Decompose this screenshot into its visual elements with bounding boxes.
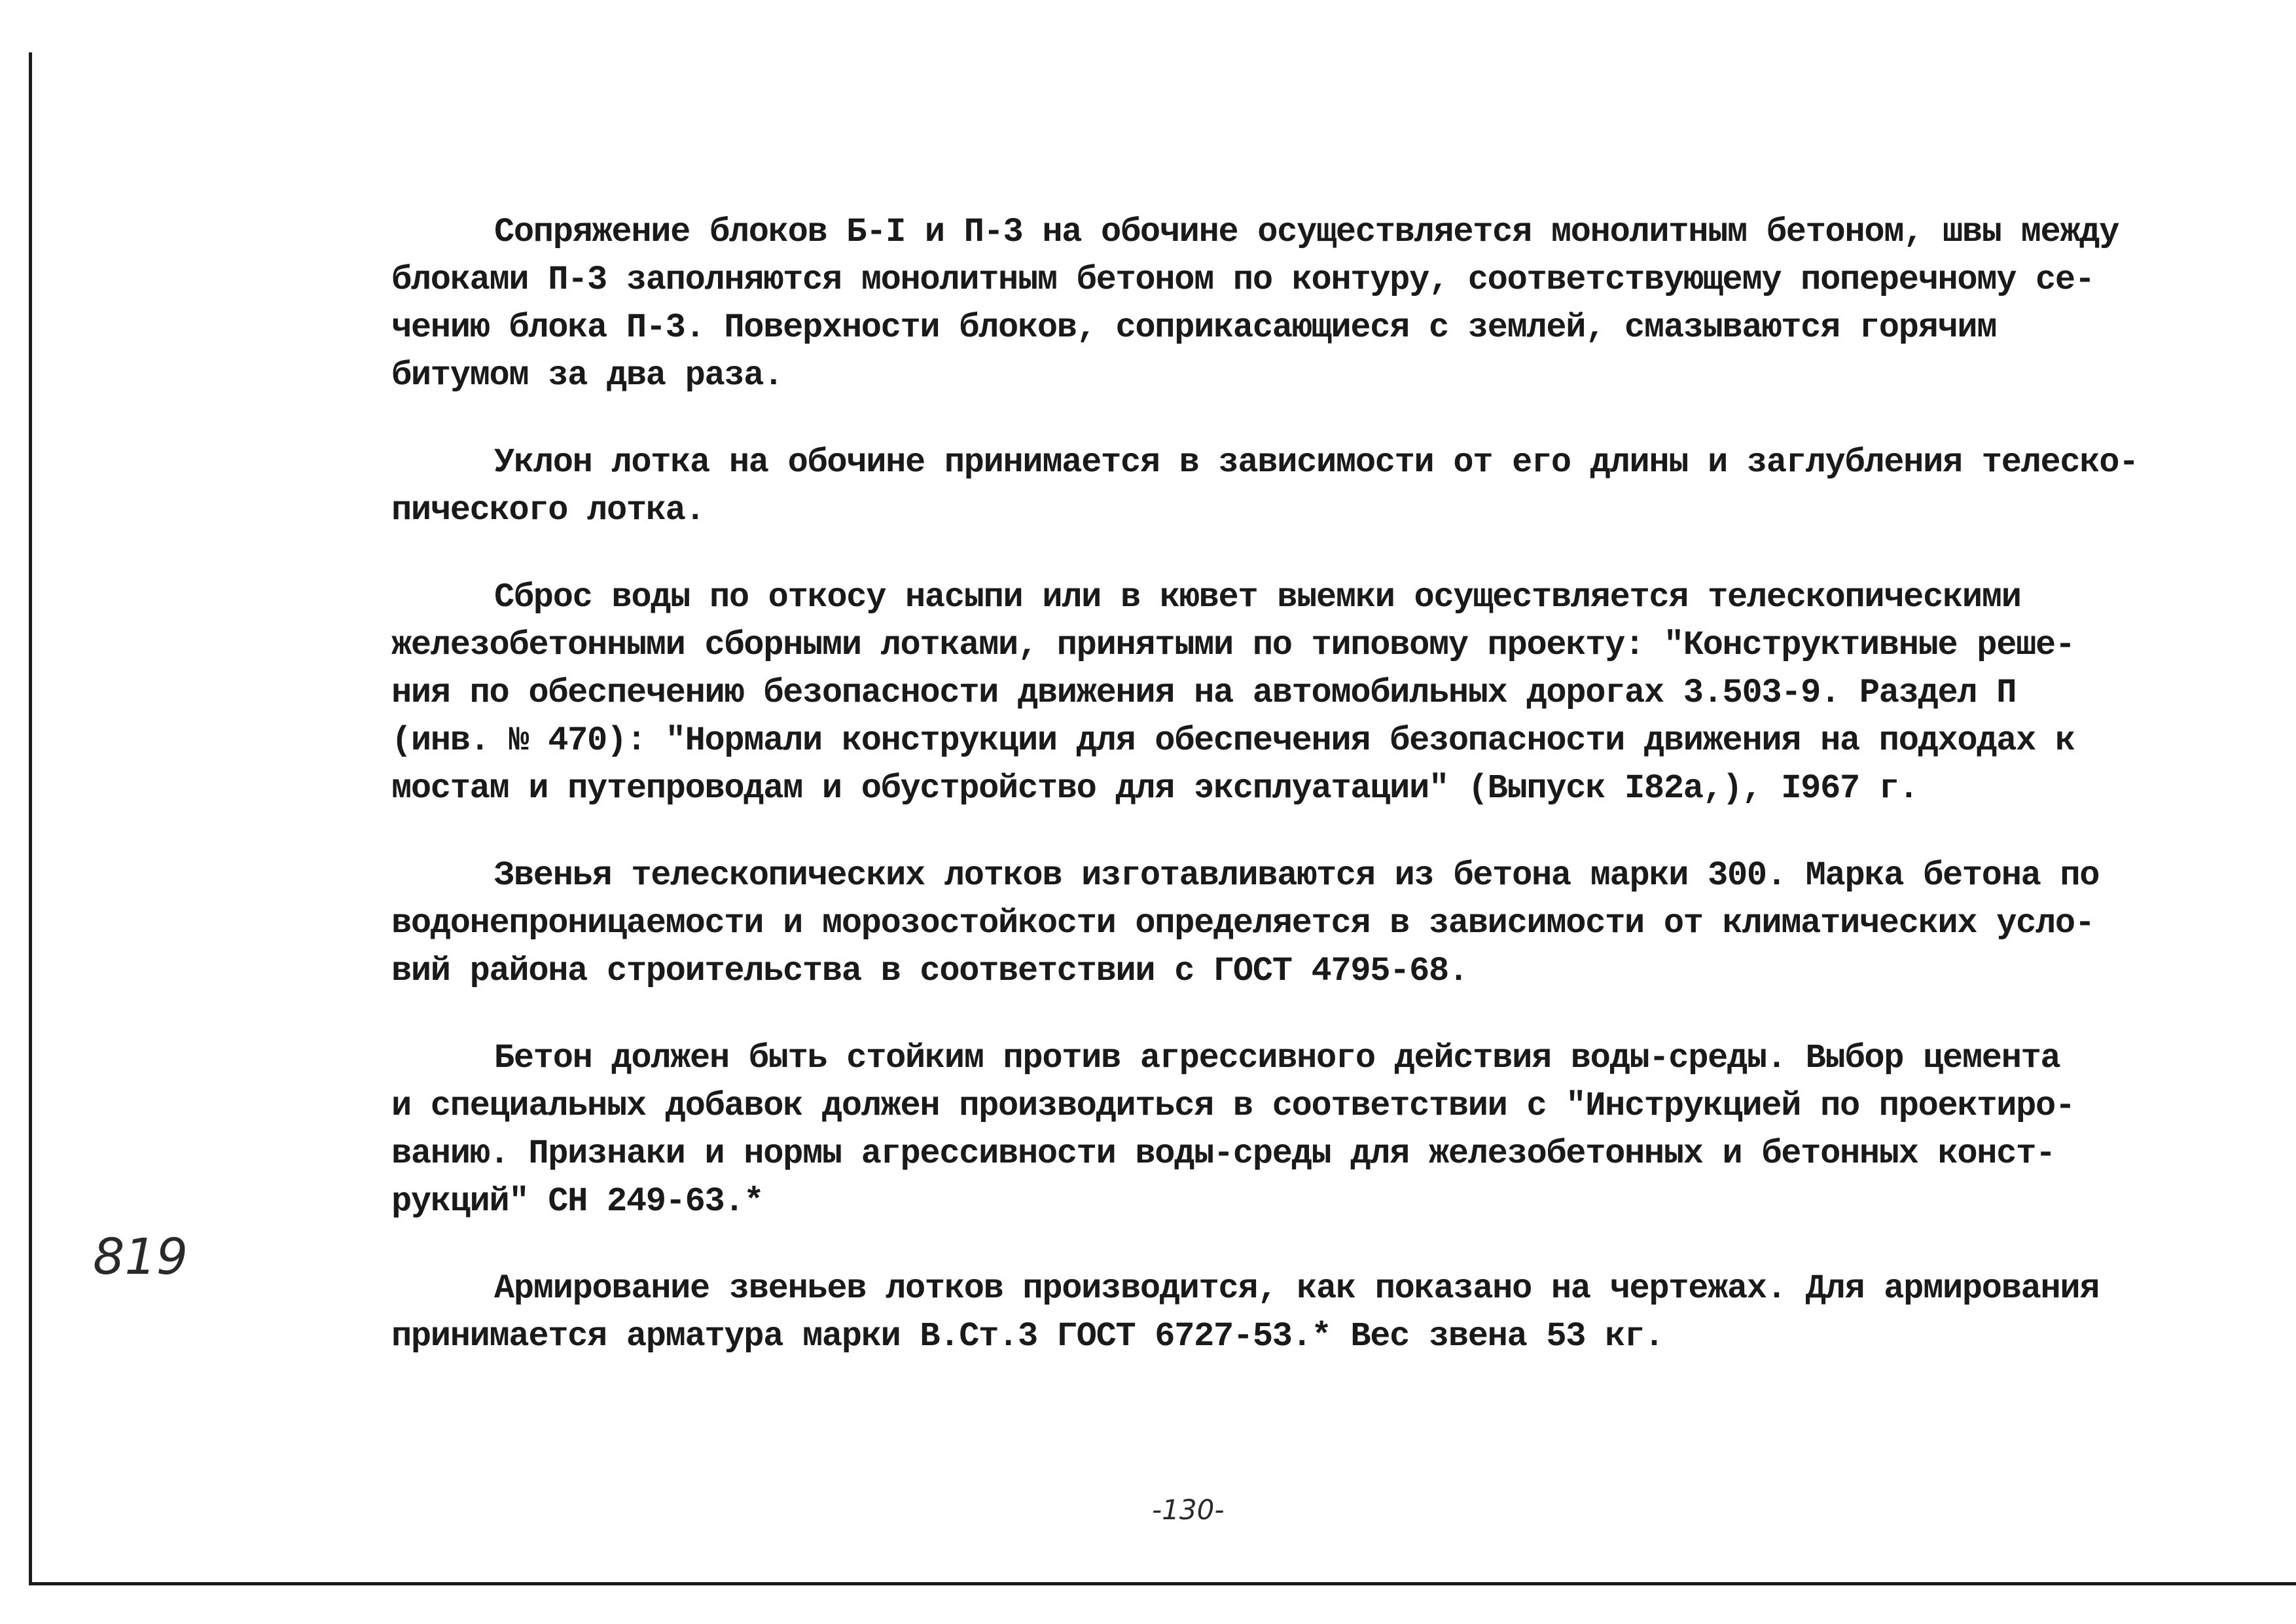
text-line: (инв. № 470): "Нормали конструкции для обеспечения безопасности движения на подходах к [391, 721, 2075, 760]
text-line: железобетонными сборными лотками, принятыми по типовому проекту: "Конструктивные реше- [391, 626, 2075, 664]
document-body [391, 208, 2224, 1399]
text-line: Сброс воды по откосу насыпи или в кювет выемки осуществляется телескопическими [494, 578, 2021, 617]
text-line: принимается арматура марки В.Ст.3 ГОСТ 6727-53.* Вес звена 53 кг. [391, 1317, 1664, 1356]
text-line: и специальных добавок должен производиться в соответствии с "Инструкцией по проектиро- [391, 1087, 2075, 1125]
sheet-number: 819 [93, 1227, 188, 1286]
page-number: -130- [1152, 1494, 1225, 1526]
paragraph-aggressive-media [391, 1034, 2224, 1225]
text-line: водонепроницаемости и морозостойкости определяется в зависимости от климатических усло- [391, 904, 2094, 943]
text-line: Бетон должен быть стойким против агрессивного действия воды-среды. Выбор цемента [494, 1039, 2060, 1077]
text-line: вий района строительства в соответствии с ГОСТ 4795-68. [391, 952, 1468, 990]
paragraph-junction [391, 208, 2224, 399]
text-line: ния по обеспечению безопасности движения на автомобильных дорогах 3.503-9. Раздел П [391, 674, 2017, 712]
text-line: блоками П-3 заполняются монолитным бетоном по контуру, соответствующему поперечному се- [391, 261, 2094, 299]
text-line: Сопряжение блоков Б-I и П-3 на обочине осуществляется монолитным бетоном, швы между [494, 213, 2119, 251]
text-line: мостам и путепроводам и обустройство для эксплуатации" (Выпуск I82а,), I967 г. [391, 769, 1918, 808]
paragraph-slope [391, 439, 2224, 534]
text-line: пического лотка. [391, 491, 705, 530]
text-line: битумом за два раза. [391, 356, 783, 395]
paragraph-water-discharge [391, 573, 2224, 812]
text-line: рукций" СН 249-63.* [391, 1182, 764, 1221]
page-frame-left [29, 52, 32, 1584]
text-line: Звенья телескопических лотков изготавливаются из бетона марки 300. Марка бетона по [494, 856, 2100, 895]
text-line: ванию. Признаки и нормы агрессивности воды-среды для железобетонных и бетонных конст- [391, 1134, 2055, 1173]
page-frame-bottom [29, 1582, 2296, 1585]
text-line: Уклон лотка на обочине принимается в зависимости от его длины и заглубления телеско- [494, 443, 2139, 482]
text-line: Армирование звеньев лотков производится, как показано на чертежах. Для армирования [494, 1269, 2100, 1308]
paragraph-concrete-grade [391, 852, 2224, 995]
paragraph-reinforcement [391, 1265, 2224, 1360]
text-line: чению блока П-3. Поверхности блоков, соприкасающиеся с землей, смазываются горячим [391, 308, 1997, 347]
